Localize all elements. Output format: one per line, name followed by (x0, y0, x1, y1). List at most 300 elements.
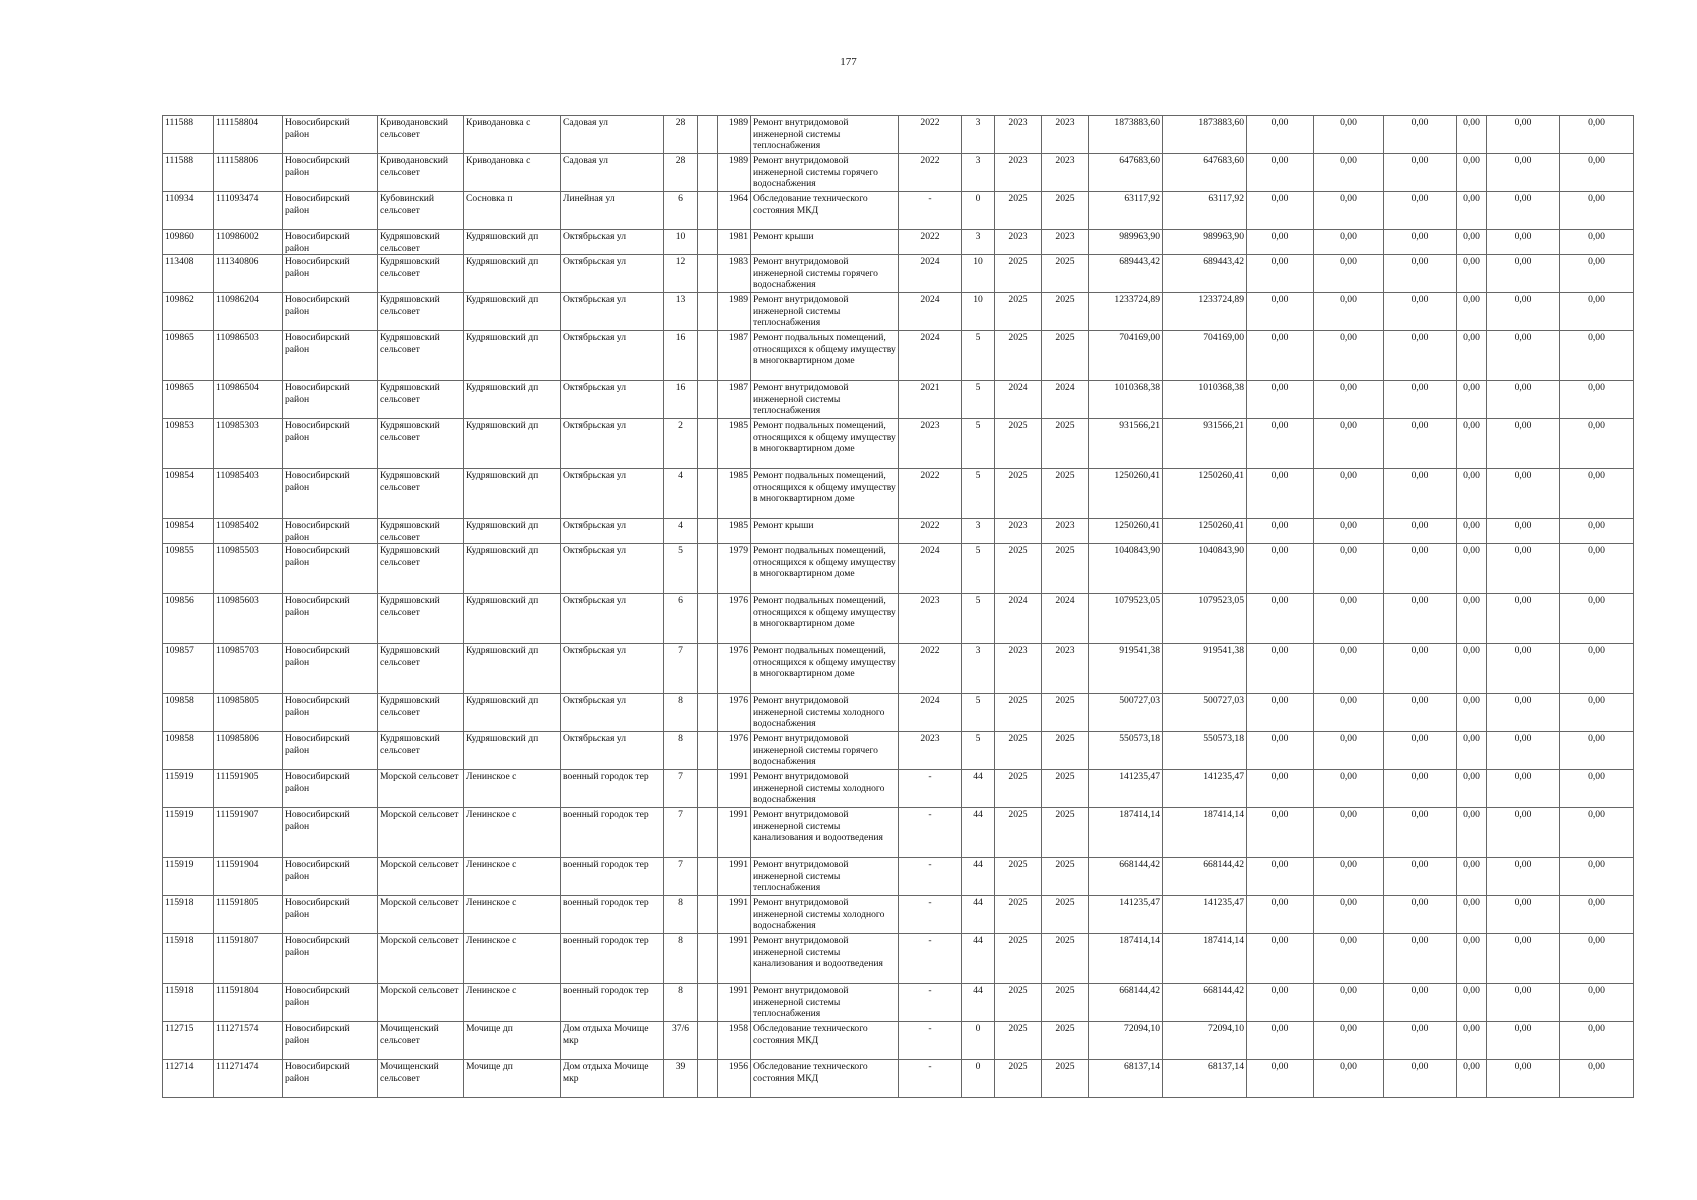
cell-amount-b: 0,00 (1314, 808, 1384, 858)
table-row (163, 331, 1634, 381)
cell-house-number: 6 (664, 594, 698, 644)
cell-year-built: 1987 (718, 331, 751, 381)
cell-plan-year: - (899, 934, 962, 984)
cell-start-year: 2025 (995, 808, 1042, 858)
cell-amount-a: 0,00 (1247, 381, 1314, 419)
cell-building (698, 419, 718, 469)
cell-amount-d: 0,00 (1457, 331, 1487, 381)
cell-amount-d: 0,00 (1457, 984, 1487, 1022)
cell-start-year: 2025 (995, 732, 1042, 770)
cell-term: 3 (962, 230, 995, 255)
cell-plan-year: - (899, 192, 962, 230)
cell-municipality: Кудряшовский сельсовет (378, 331, 464, 381)
cell-year-built: 1976 (718, 732, 751, 770)
table-row (163, 732, 1634, 770)
cell-street: военный городок тер (561, 770, 664, 808)
cell-cost-fund: 141235,47 (1163, 770, 1247, 808)
cell-amount-a: 0,00 (1247, 544, 1314, 594)
table-row (163, 154, 1634, 192)
cell-cost-fund: 989963,90 (1163, 230, 1247, 255)
cell-start-year: 2025 (995, 255, 1042, 293)
cell-amount-e: 0,00 (1487, 1060, 1560, 1098)
cell-settlement: Кудряшовский дп (464, 293, 561, 331)
cell-street: военный городок тер (561, 984, 664, 1022)
cell-building (698, 984, 718, 1022)
cell-street: Октябрьская ул (561, 544, 664, 594)
cell-cost-fund: 1233724,89 (1163, 293, 1247, 331)
cell-amount-a: 0,00 (1247, 808, 1314, 858)
cell-building (698, 594, 718, 644)
cell-settlement: Ленинское с (464, 808, 561, 858)
cell-house-number: 8 (664, 694, 698, 732)
cell-municipality: Криводановский сельсовет (378, 154, 464, 192)
cell-house-number: 39 (664, 1060, 698, 1098)
cell-house-number: 2 (664, 419, 698, 469)
cell-district: Новосибирский район (283, 469, 378, 519)
cell-id: 109862 (163, 293, 214, 331)
cell-amount-b: 0,00 (1314, 154, 1384, 192)
cell-amount-f: 0,00 (1560, 732, 1634, 770)
cell-building (698, 934, 718, 984)
cell-cost-total: 68137,14 (1089, 1060, 1163, 1098)
cell-cost-fund: 1040843,90 (1163, 544, 1247, 594)
cell-settlement: Кудряшовский дп (464, 519, 561, 544)
cell-amount-b: 0,00 (1314, 381, 1384, 419)
cell-amount-f: 0,00 (1560, 544, 1634, 594)
cell-amount-c: 0,00 (1384, 381, 1457, 419)
cell-work-type: Ремонт подвальных помещений, относящихся к общему имуществу в многоквартирном доме (751, 419, 899, 469)
cell-year-built: 1964 (718, 192, 751, 230)
cell-year-built: 1985 (718, 469, 751, 519)
cell-street: Октябрьская ул (561, 732, 664, 770)
table-row (163, 1060, 1634, 1098)
cell-work-type: Ремонт подвальных помещений, относящихся к общему имуществу в многоквартирном доме (751, 594, 899, 644)
cell-start-year: 2023 (995, 154, 1042, 192)
cell-cost-fund: 1010368,38 (1163, 381, 1247, 419)
cell-work-type: Ремонт внутридомовой инженерной системы горячего водоснабжения (751, 154, 899, 192)
cell-term: 44 (962, 984, 995, 1022)
cell-amount-f: 0,00 (1560, 331, 1634, 381)
cell-municipality: Кудряшовский сельсовет (378, 255, 464, 293)
cell-amount-e: 0,00 (1487, 192, 1560, 230)
cell-end-year: 2023 (1042, 154, 1089, 192)
cell-street: военный городок тер (561, 934, 664, 984)
cell-id: 115918 (163, 984, 214, 1022)
cell-amount-c: 0,00 (1384, 544, 1457, 594)
cell-house-code: 111591807 (214, 934, 283, 984)
cell-district: Новосибирский район (283, 116, 378, 154)
cell-cost-fund: 668144,42 (1163, 858, 1247, 896)
cell-cost-total: 1250260,41 (1089, 469, 1163, 519)
cell-municipality: Кудряшовский сельсовет (378, 419, 464, 469)
table-row (163, 1022, 1634, 1060)
cell-amount-c: 0,00 (1384, 293, 1457, 331)
cell-district: Новосибирский район (283, 293, 378, 331)
cell-settlement: Кудряшовский дп (464, 694, 561, 732)
cell-settlement: Сосновка п (464, 192, 561, 230)
cell-municipality: Мочищенский сельсовет (378, 1060, 464, 1098)
cell-settlement: Ленинское с (464, 984, 561, 1022)
cell-term: 3 (962, 519, 995, 544)
cell-work-type: Ремонт подвальных помещений, относящихся к общему имуществу в многоквартирном доме (751, 331, 899, 381)
cell-amount-f: 0,00 (1560, 419, 1634, 469)
cell-end-year: 2023 (1042, 644, 1089, 694)
cell-cost-total: 1040843,90 (1089, 544, 1163, 594)
cell-amount-d: 0,00 (1457, 154, 1487, 192)
cell-plan-year: 2024 (899, 544, 962, 594)
cell-plan-year: 2023 (899, 419, 962, 469)
cell-amount-d: 0,00 (1457, 594, 1487, 644)
cell-house-code: 111271574 (214, 1022, 283, 1060)
cell-district: Новосибирский район (283, 1060, 378, 1098)
cell-house-number: 8 (664, 732, 698, 770)
cell-amount-d: 0,00 (1457, 293, 1487, 331)
cell-end-year: 2025 (1042, 255, 1089, 293)
cell-end-year: 2024 (1042, 381, 1089, 419)
cell-house-code: 110985703 (214, 644, 283, 694)
cell-amount-b: 0,00 (1314, 1060, 1384, 1098)
cell-house-code: 110985403 (214, 469, 283, 519)
cell-amount-e: 0,00 (1487, 732, 1560, 770)
cell-street: Октябрьская ул (561, 293, 664, 331)
cell-cost-fund: 141235,47 (1163, 896, 1247, 934)
cell-district: Новосибирский район (283, 694, 378, 732)
cell-municipality: Кудряшовский сельсовет (378, 230, 464, 255)
cell-plan-year: - (899, 808, 962, 858)
cell-amount-b: 0,00 (1314, 858, 1384, 896)
cell-house-number: 16 (664, 331, 698, 381)
cell-amount-a: 0,00 (1247, 732, 1314, 770)
cell-settlement: Ленинское с (464, 934, 561, 984)
cell-amount-a: 0,00 (1247, 255, 1314, 293)
cell-amount-d: 0,00 (1457, 519, 1487, 544)
cell-amount-b: 0,00 (1314, 984, 1384, 1022)
cell-cost-fund: 72094,10 (1163, 1022, 1247, 1060)
cell-work-type: Ремонт крыши (751, 519, 899, 544)
cell-id: 109865 (163, 331, 214, 381)
cell-amount-d: 0,00 (1457, 230, 1487, 255)
cell-year-built: 1985 (718, 519, 751, 544)
cell-id: 115918 (163, 896, 214, 934)
cell-amount-d: 0,00 (1457, 116, 1487, 154)
cell-building (698, 519, 718, 544)
cell-house-code: 110985402 (214, 519, 283, 544)
cell-street: Октябрьская ул (561, 594, 664, 644)
cell-id: 109854 (163, 519, 214, 544)
cell-plan-year: 2023 (899, 732, 962, 770)
cell-house-code: 111591905 (214, 770, 283, 808)
cell-cost-total: 704169,00 (1089, 331, 1163, 381)
cell-start-year: 2023 (995, 116, 1042, 154)
cell-house-code: 111158806 (214, 154, 283, 192)
cell-municipality: Кудряшовский сельсовет (378, 544, 464, 594)
cell-municipality: Кудряшовский сельсовет (378, 594, 464, 644)
cell-work-type: Ремонт внутридомовой инженерной системы холодного водоснабжения (751, 694, 899, 732)
cell-start-year: 2024 (995, 381, 1042, 419)
cell-work-type: Ремонт внутридомовой инженерной системы холодного водоснабжения (751, 770, 899, 808)
cell-plan-year: 2024 (899, 694, 962, 732)
cell-id: 109858 (163, 694, 214, 732)
cell-amount-d: 0,00 (1457, 192, 1487, 230)
cell-year-built: 1991 (718, 770, 751, 808)
cell-id: 115919 (163, 770, 214, 808)
cell-settlement: Кудряшовский дп (464, 732, 561, 770)
cell-house-code: 111591804 (214, 984, 283, 1022)
cell-term: 5 (962, 469, 995, 519)
cell-district: Новосибирский район (283, 984, 378, 1022)
cell-house-code: 111340806 (214, 255, 283, 293)
cell-amount-a: 0,00 (1247, 694, 1314, 732)
cell-start-year: 2023 (995, 230, 1042, 255)
cell-amount-b: 0,00 (1314, 419, 1384, 469)
cell-plan-year: - (899, 858, 962, 896)
cell-building (698, 858, 718, 896)
cell-amount-a: 0,00 (1247, 984, 1314, 1022)
page-number: 177 (840, 56, 857, 68)
cell-building (698, 192, 718, 230)
cell-start-year: 2025 (995, 331, 1042, 381)
cell-work-type: Ремонт крыши (751, 230, 899, 255)
cell-house-number: 8 (664, 934, 698, 984)
cell-building (698, 255, 718, 293)
cell-house-number: 7 (664, 858, 698, 896)
table-row (163, 984, 1634, 1022)
cell-plan-year: 2022 (899, 116, 962, 154)
cell-amount-d: 0,00 (1457, 419, 1487, 469)
cell-plan-year: 2022 (899, 469, 962, 519)
cell-term: 0 (962, 192, 995, 230)
capital-repair-register-table (162, 115, 1634, 1098)
cell-term: 0 (962, 1060, 995, 1098)
cell-district: Новосибирский район (283, 419, 378, 469)
table-body (163, 116, 1634, 1098)
cell-amount-e: 0,00 (1487, 858, 1560, 896)
cell-plan-year: - (899, 1060, 962, 1098)
cell-district: Новосибирский район (283, 544, 378, 594)
cell-building (698, 732, 718, 770)
cell-work-type: Обследование технического состояния МКД (751, 192, 899, 230)
cell-house-number: 10 (664, 230, 698, 255)
cell-building (698, 116, 718, 154)
cell-building (698, 469, 718, 519)
cell-amount-e: 0,00 (1487, 293, 1560, 331)
cell-term: 44 (962, 896, 995, 934)
cell-amount-c: 0,00 (1384, 896, 1457, 934)
cell-plan-year: 2021 (899, 381, 962, 419)
cell-amount-a: 0,00 (1247, 116, 1314, 154)
cell-term: 0 (962, 1022, 995, 1060)
cell-id: 115918 (163, 934, 214, 984)
cell-cost-total: 187414,14 (1089, 808, 1163, 858)
cell-municipality: Кудряшовский сельсовет (378, 381, 464, 419)
cell-cost-total: 63117,92 (1089, 192, 1163, 230)
cell-work-type: Ремонт внутридомовой инженерной системы канализования и водоотведения (751, 934, 899, 984)
cell-street: Дом отдыха Мочище мкр (561, 1022, 664, 1060)
table-row (163, 519, 1634, 544)
cell-amount-e: 0,00 (1487, 1022, 1560, 1060)
cell-amount-b: 0,00 (1314, 594, 1384, 644)
cell-year-built: 1991 (718, 984, 751, 1022)
cell-plan-year: - (899, 770, 962, 808)
cell-building (698, 896, 718, 934)
cell-amount-f: 0,00 (1560, 255, 1634, 293)
cell-district: Новосибирский район (283, 732, 378, 770)
cell-municipality: Криводановский сельсовет (378, 116, 464, 154)
cell-amount-b: 0,00 (1314, 694, 1384, 732)
cell-amount-b: 0,00 (1314, 331, 1384, 381)
cell-amount-e: 0,00 (1487, 331, 1560, 381)
cell-plan-year: 2022 (899, 154, 962, 192)
cell-building (698, 230, 718, 255)
cell-term: 44 (962, 858, 995, 896)
table-row (163, 644, 1634, 694)
cell-district: Новосибирский район (283, 896, 378, 934)
cell-plan-year: 2022 (899, 230, 962, 255)
cell-term: 5 (962, 694, 995, 732)
cell-work-type: Ремонт внутридомовой инженерной системы канализования и водоотведения (751, 808, 899, 858)
cell-street: Октябрьская ул (561, 381, 664, 419)
cell-amount-d: 0,00 (1457, 808, 1487, 858)
cell-street: Октябрьская ул (561, 469, 664, 519)
cell-district: Новосибирский район (283, 934, 378, 984)
cell-house-code: 110985503 (214, 544, 283, 594)
cell-amount-f: 0,00 (1560, 770, 1634, 808)
cell-settlement: Кудряшовский дп (464, 331, 561, 381)
cell-cost-total: 689443,42 (1089, 255, 1163, 293)
cell-amount-b: 0,00 (1314, 519, 1384, 544)
cell-amount-a: 0,00 (1247, 594, 1314, 644)
cell-amount-a: 0,00 (1247, 419, 1314, 469)
cell-municipality: Мочищенский сельсовет (378, 1022, 464, 1060)
cell-start-year: 2025 (995, 896, 1042, 934)
cell-end-year: 2025 (1042, 896, 1089, 934)
cell-year-built: 1989 (718, 116, 751, 154)
table-row (163, 544, 1634, 594)
cell-house-code: 111093474 (214, 192, 283, 230)
cell-year-built: 1981 (718, 230, 751, 255)
cell-amount-b: 0,00 (1314, 770, 1384, 808)
cell-cost-fund: 187414,14 (1163, 934, 1247, 984)
cell-end-year: 2025 (1042, 770, 1089, 808)
cell-municipality: Морской сельсовет (378, 896, 464, 934)
cell-amount-b: 0,00 (1314, 544, 1384, 594)
cell-id: 109865 (163, 381, 214, 419)
cell-settlement: Криводановка с (464, 154, 561, 192)
cell-amount-d: 0,00 (1457, 1060, 1487, 1098)
cell-term: 5 (962, 732, 995, 770)
cell-house-number: 7 (664, 770, 698, 808)
cell-house-code: 110986504 (214, 381, 283, 419)
cell-term: 5 (962, 419, 995, 469)
cell-year-built: 1976 (718, 594, 751, 644)
cell-term: 3 (962, 644, 995, 694)
table-row (163, 808, 1634, 858)
cell-municipality: Кудряшовский сельсовет (378, 694, 464, 732)
cell-house-code: 110986503 (214, 331, 283, 381)
cell-term: 5 (962, 544, 995, 594)
cell-cost-total: 72094,10 (1089, 1022, 1163, 1060)
cell-cost-total: 1873883,60 (1089, 116, 1163, 154)
table-row (163, 255, 1634, 293)
cell-cost-total: 1250260,41 (1089, 519, 1163, 544)
cell-amount-e: 0,00 (1487, 644, 1560, 694)
cell-cost-fund: 63117,92 (1163, 192, 1247, 230)
cell-work-type: Ремонт подвальных помещений, относящихся к общему имуществу в многоквартирном доме (751, 644, 899, 694)
cell-amount-f: 0,00 (1560, 934, 1634, 984)
cell-amount-d: 0,00 (1457, 381, 1487, 419)
cell-amount-a: 0,00 (1247, 192, 1314, 230)
cell-amount-e: 0,00 (1487, 934, 1560, 984)
cell-cost-fund: 647683,60 (1163, 154, 1247, 192)
cell-end-year: 2025 (1042, 331, 1089, 381)
cell-amount-c: 0,00 (1384, 808, 1457, 858)
cell-cost-fund: 500727,03 (1163, 694, 1247, 732)
cell-cost-total: 931566,21 (1089, 419, 1163, 469)
cell-work-type: Ремонт подвальных помещений, относящихся к общему имуществу в многоквартирном доме (751, 544, 899, 594)
cell-amount-d: 0,00 (1457, 934, 1487, 984)
cell-id: 110934 (163, 192, 214, 230)
cell-term: 3 (962, 154, 995, 192)
cell-term: 44 (962, 934, 995, 984)
cell-building (698, 154, 718, 192)
cell-start-year: 2025 (995, 1022, 1042, 1060)
cell-municipality: Кудряшовский сельсовет (378, 644, 464, 694)
cell-municipality: Кудряшовский сельсовет (378, 732, 464, 770)
cell-house-code: 110985303 (214, 419, 283, 469)
cell-id: 113408 (163, 255, 214, 293)
cell-start-year: 2024 (995, 594, 1042, 644)
cell-building (698, 1022, 718, 1060)
cell-cost-fund: 919541,38 (1163, 644, 1247, 694)
cell-amount-b: 0,00 (1314, 934, 1384, 984)
cell-building (698, 1060, 718, 1098)
cell-amount-f: 0,00 (1560, 594, 1634, 644)
cell-street: Октябрьская ул (561, 644, 664, 694)
cell-cost-total: 1233724,89 (1089, 293, 1163, 331)
cell-settlement: Кудряшовский дп (464, 255, 561, 293)
cell-amount-b: 0,00 (1314, 732, 1384, 770)
cell-amount-b: 0,00 (1314, 469, 1384, 519)
cell-amount-e: 0,00 (1487, 255, 1560, 293)
cell-term: 10 (962, 293, 995, 331)
table-row (163, 116, 1634, 154)
cell-house-number: 13 (664, 293, 698, 331)
cell-amount-d: 0,00 (1457, 694, 1487, 732)
cell-year-built: 1991 (718, 858, 751, 896)
cell-term: 44 (962, 808, 995, 858)
cell-building (698, 808, 718, 858)
cell-amount-e: 0,00 (1487, 984, 1560, 1022)
cell-district: Новосибирский район (283, 770, 378, 808)
cell-amount-f: 0,00 (1560, 192, 1634, 230)
cell-start-year: 2023 (995, 519, 1042, 544)
cell-work-type: Ремонт внутридомовой инженерной системы теплоснабжения (751, 116, 899, 154)
cell-work-type: Ремонт внутридомовой инженерной системы теплоснабжения (751, 381, 899, 419)
cell-house-code: 111158804 (214, 116, 283, 154)
cell-plan-year: 2022 (899, 519, 962, 544)
table-row (163, 381, 1634, 419)
cell-amount-b: 0,00 (1314, 1022, 1384, 1060)
cell-amount-b: 0,00 (1314, 896, 1384, 934)
cell-year-built: 1983 (718, 255, 751, 293)
cell-amount-c: 0,00 (1384, 644, 1457, 694)
cell-building (698, 770, 718, 808)
cell-end-year: 2024 (1042, 594, 1089, 644)
cell-settlement: Кудряшовский дп (464, 381, 561, 419)
cell-amount-e: 0,00 (1487, 694, 1560, 732)
cell-id: 109856 (163, 594, 214, 644)
cell-start-year: 2025 (995, 192, 1042, 230)
